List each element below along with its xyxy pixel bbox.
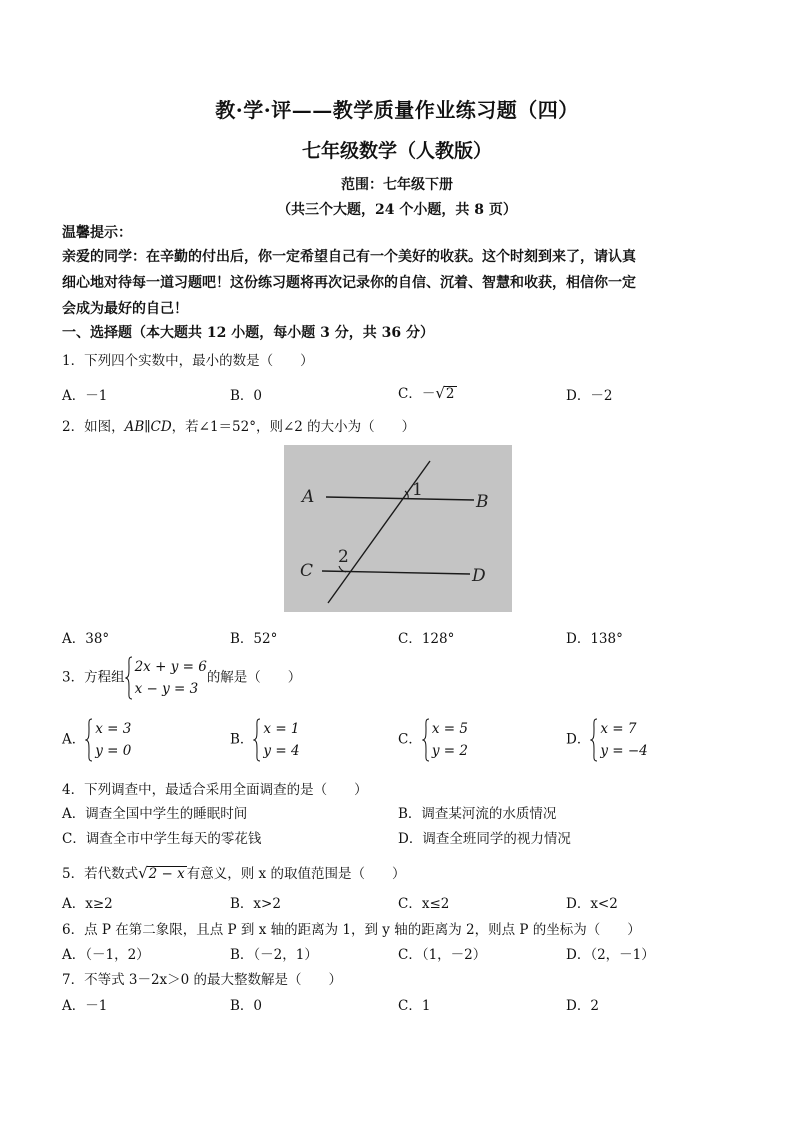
question-5-stem xyxy=(62,862,405,882)
question-5-option-b: B．x>2 xyxy=(230,896,281,912)
scope: 范围：七年级下册 xyxy=(341,177,453,193)
question-3-equation-1: 2x + y = 6 xyxy=(134,659,207,675)
question-1-option-c-radicand: 2 xyxy=(445,386,455,402)
question-1-option-c xyxy=(398,382,457,402)
option-label: D． xyxy=(566,731,591,748)
question-4-option-a: A．调查全国中学生的睡眠时间 xyxy=(62,806,248,822)
option-label: B． xyxy=(230,731,254,748)
brace-icon xyxy=(125,656,133,700)
question-3-stem-prefix: 3．方程组 xyxy=(62,669,125,686)
sqrt-sign-icon: √ xyxy=(138,864,148,882)
question-6-option-d: D．（2，－1） xyxy=(566,947,655,963)
question-5-option-c: C．x≤2 xyxy=(398,896,450,912)
question-4-option-b: B．调查某河流的水质情况 xyxy=(398,806,557,822)
question-2-stem-suffix: ，若∠1＝52°，则∠2 的大小为（ ） xyxy=(171,419,416,435)
question-2-stem-prefix: 2．如图， xyxy=(62,419,125,435)
option-line-2: y = 4 xyxy=(263,743,300,759)
label-b: B xyxy=(476,492,489,512)
question-6-option-c: C．（1，－2） xyxy=(398,947,487,963)
option-line-1: x = 1 xyxy=(263,721,300,737)
question-4-option-d: D．调查全班同学的视力情况 xyxy=(398,831,571,847)
question-5-stem-suffix: 有意义，则 x 的取值范围是（ ） xyxy=(186,866,406,882)
page-subtitle: 七年级数学（人教版） xyxy=(301,140,492,162)
page-title: 教·学·评——教学质量作业练习题（四） xyxy=(215,98,579,122)
label-d: D xyxy=(472,566,486,586)
question-7-option-b: B．0 xyxy=(230,998,263,1014)
option-system xyxy=(422,718,468,762)
question-2-option-b: B．52° xyxy=(230,631,278,647)
option-line-1: x = 3 xyxy=(95,721,132,737)
option-line-2: y = 2 xyxy=(431,743,468,759)
question-3-option-c xyxy=(398,718,468,762)
option-line-2: y = −4 xyxy=(600,743,648,759)
question-7-stem: 7．不等式 3－2x＞0 的最大整数解是（ ） xyxy=(62,972,343,988)
label-a: A xyxy=(302,487,315,507)
option-label: C． xyxy=(398,731,422,748)
sqrt-sign-icon: √ xyxy=(435,384,445,402)
option-line-2: y = 0 xyxy=(95,743,132,759)
parallel-lines-figure xyxy=(284,445,512,612)
question-7-option-d: D．2 xyxy=(566,998,599,1014)
option-system xyxy=(253,718,299,762)
tips-heading: 温馨提示： xyxy=(62,225,132,241)
question-1-stem: 1．下列四个实数中，最小的数是（ ） xyxy=(62,353,314,369)
question-2-stem-parallel: AB∥CD xyxy=(124,419,172,435)
question-3-option-d xyxy=(566,718,648,762)
question-7-option-c: C．1 xyxy=(398,998,431,1014)
question-5-stem-prefix: 5．若代数式 xyxy=(62,866,139,882)
question-3-stem xyxy=(62,656,301,700)
question-5-radicand: 2 − x xyxy=(148,866,185,882)
option-system xyxy=(85,718,131,762)
question-3-stem-suffix: 的解是（ ） xyxy=(206,669,302,686)
question-3-equation-2: x − y = 3 xyxy=(134,681,199,697)
question-4-option-c: C．调查全市中学生每天的零花钱 xyxy=(62,831,262,847)
parallel-lines-diagram xyxy=(284,445,512,612)
brace-icon xyxy=(590,718,598,762)
question-2-option-c: C．128° xyxy=(398,631,455,647)
scope-note: （共三个大题，24 个小题，共 8 页） xyxy=(277,202,517,218)
question-6-option-a: A．（－1，2） xyxy=(62,947,150,963)
question-2-option-d: D．138° xyxy=(566,631,623,647)
question-1-option-a: A．－1 xyxy=(62,388,108,404)
question-2-stem xyxy=(62,415,415,435)
line-ab xyxy=(326,497,474,500)
question-3-equation-system xyxy=(125,656,207,700)
question-5-option-a: A．x≥2 xyxy=(62,896,113,912)
question-7-option-a: A．－1 xyxy=(62,998,108,1014)
brace-icon xyxy=(85,718,93,762)
brace-icon xyxy=(253,718,261,762)
label-angle-2: 2 xyxy=(338,547,349,567)
question-3-option-b xyxy=(230,718,300,762)
tips-line-3: 会成为最好的自己！ xyxy=(62,301,188,317)
tips-line-1: 亲爱的同学：在辛勤的付出后，你一定希望自己有一个美好的收获。这个时刻到来了，请认真 xyxy=(62,249,636,265)
question-6-stem: 6．点 P 在第二象限，且点 P 到 x 轴的距离为 1，到 y 轴的距离为 2，则点 P 的坐标为（ ） xyxy=(62,922,641,938)
question-6-option-b: B．（－2，1） xyxy=(230,947,318,963)
brace-icon xyxy=(422,718,430,762)
tips-line-2: 细心地对待每一道习题吧！这份练习题将再次记录你的自信、沉着、智慧和收获，相信你一定 xyxy=(62,275,636,291)
question-1-option-c-prefix: C．－ xyxy=(398,386,436,402)
question-5-option-d: D．x<2 xyxy=(566,896,618,912)
option-line-1: x = 7 xyxy=(600,721,637,737)
question-3-option-a xyxy=(62,718,131,762)
question-4-stem: 4．下列调查中，最适合采用全面调查的是（ ） xyxy=(62,782,368,798)
question-2-option-a: A．38° xyxy=(62,631,110,647)
label-angle-1: 1 xyxy=(412,480,423,500)
label-c: C xyxy=(300,561,314,581)
option-label: A． xyxy=(62,731,86,748)
option-system xyxy=(590,718,647,762)
question-1-option-b: B．0 xyxy=(230,388,263,404)
question-1-option-d: D．－2 xyxy=(566,388,613,404)
option-line-1: x = 5 xyxy=(431,721,468,737)
section-heading: 一、选择题（本大题共 12 小题，每小题 3 分，共 36 分） xyxy=(62,325,434,341)
